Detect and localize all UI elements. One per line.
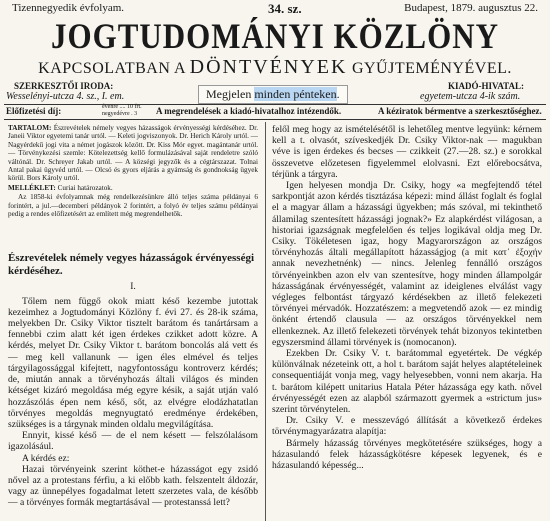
newspaper-subtitle: [0, 56, 550, 79]
publication-schedule: [198, 85, 348, 104]
price-quarterly: negyedévre . 3: [102, 111, 138, 117]
publication-pre: Megjelen: [206, 87, 255, 101]
rule-top: [4, 104, 546, 105]
back-issues-note: Az 1858-ki évfolyamnak még rendelkezésünkre álló teljes száma példányai 6 forintért, a jul.—decemberi példányok 2 forintért, a folyó év teljes számu példányai pedig a rendes előfizetésért az említett még megrendelhetők.: [8, 193, 258, 219]
editor-office-label: SZERKESZTŐI IRODA:: [14, 81, 114, 91]
issue-number: 34. sz.: [268, 1, 302, 16]
left-paragraph-2: Ennyit, kissé késő — de el nem késett — felszólalásom igazolásául.: [8, 430, 258, 453]
right-paragraph-5: Bármely házasság törvényes megkötetésére szükséges, hogy a házasulandó felek házasságkötésre képesek legyenek, és e házasulandó képesség...: [272, 437, 542, 472]
article-section-number: I.: [130, 281, 136, 293]
subtitle-big: DÖNTVÉNYEK: [189, 56, 348, 78]
subtitle-post: GYŰJTEMÉNYÉVEL.: [347, 60, 512, 77]
publication-post: .: [336, 87, 340, 101]
toc-lead: TARTALOM:: [8, 124, 52, 132]
volume-label: Tizennegyedik évfolyam.: [12, 2, 125, 14]
publisher-office-label: KIADÓ-HIVATAL:: [448, 81, 525, 91]
toc-text: Észrevételek némely vegyes házasságok érvényességi kérdéséhez. Dr. Janeii Viktor egyetemi tanár urtól. — Keleti jogviszonyok. Dr. Herich Károly urtól. — Nagyérdekű jogi vita a német jogászok között. Dr. Kiss Mór egyet. magántanár urtól. — Törvénykezési szemle: Kötelezettség kellő formulázásával saját rendeletre szóló váltónál. Dr. Schreyer Jakab urtól. — A községi jegyzők és a cégtárszazat. Tolnai Antal pakai ügyvéd urtól. — Olcsó és gyors eljárás a gyámság és gondnokság ügyek körül. Bors Károly urtól.: [8, 124, 258, 183]
left-column: [8, 124, 258, 509]
right-paragraph-3: Ezekben Dr. Csiky V. t. barátommal egyetértek. De végkép különválnak nézeteink ott, a hol t. barátom saját helyes alaptételeinek consequentiáját vonja meg, vagy helyesebben, vonni nem akarja. Ha t. barátom kilépett unitarius Hatala Péter házassága egy kath. nővel érvényességét ezen az alapból származott gyermek a «strictum jus» szerint törvénytelen.: [272, 348, 542, 416]
subtitle-pre: KAPCSOLATBAN A: [38, 60, 190, 77]
supplement-lead: MELLÉKLET:: [8, 183, 56, 192]
left-paragraph-3: A kérdés ez:: [22, 452, 70, 464]
right-paragraph-2: Igen helyesen mondja Dr. Csiky, hogy «a megfejtendő tétel sarkpontját azon kérdés tisztázása képezi: mind állást foglalt és foglal el a magyar állam a házassági ügyekben; más szóval, mi tekinthető államilag szentesített házassági jognak?» Ez alapkérdést világosan, a historiai igazságnak megfelelően és teljes logikával oldja meg Dr. Csiky. Tökéletesen igaz, hogy Magyarországon az országos törvényhozás általi megállapított házasságjog (a mit κατ᾽ ἐξοχήν annak nevezhetnénk) — nincs. Jelenleg fennálló országos törvényeinkben azon elv van szentesítve, hogy minden állampolgár házasságának érvényességét, valamint az ideiglenes elválást vagy végleges felbontást tárgyazó kérdésekben az illető felekezeti törvényei mérvadók. Hozzatészem: a megvetendő azok — ez mindig önként értendő clausula — az országos törvényekkel nem ellenkeznek. Az illető felekezeti törvények tehát bizonyos tekintetben egyszersmind állami törvények is (nomocanon).: [272, 180, 542, 348]
editor-office-address: Wesselényi-utcza 4. sz., I. em.: [6, 91, 125, 102]
price-yearly: évenre .... 10 frt.: [102, 104, 142, 110]
right-paragraph-1: felől meg hogy az ismételésétől is lehetőleg mentve legyünk: kérnem kell a t. olvasót, szíveskedjék Dr. Csiky Viktor-nak — magukban véve is igen érdekes és becses — czikkeit (27.—28. sz.) e sorokkal összevetve előzetesen figyelemmel elolvasni. Ezt előrebocsátva, térjünk a tárgyra.: [272, 124, 542, 180]
publication-highlight: minden pénteken: [254, 87, 337, 101]
manuscripts-note: A kéziratok bérmentve a szerkesztőséghez.: [378, 106, 542, 116]
column-divider: [265, 122, 266, 521]
article-title: Észrevételek némely vegyes házasságok érvényességi kérdéséhez.: [8, 252, 255, 278]
orders-note: A megrendelések a kiadó-hivatalhoz intézendők.: [156, 106, 342, 116]
table-of-contents: [8, 124, 258, 218]
masthead-top-line: [0, 2, 550, 16]
left-paragraph-1: Tőlem nem függő okok miatt késő kezembe jutottak kezeimhez a Jogtudományi Közlöny f. évi 27. és 28-ik száma, melyekben Dr. Csiky Viktor tisztelt barátom és tanártársam a fennebbi czim alatt két igen érdekes czikket adott közre. A kérdés, melyet Dr. Csiky Viktor t. barátom boncolás alá vett és — meg kell vallanunk — igen éles elmével és teljes tárgyilagossággal kifejtett, nagyfontosságu kontroverz kérdés; de, miután annak a törvényhozás általi világos és minden kétséget kizáró megoldása még egyre késik, a saját utján való hozzászólás épen nem késő, sőt, az elvégre elodázhatatlan törvényes megoldás megnyugtató eredménye érdekében, szükséges is a tárgynak minden oldalu megvilágítása.: [8, 295, 258, 430]
supplement-text: Curiai határozatok.: [55, 183, 113, 192]
right-paragraph-4: Dr. Csiky V. e messzevágó állítását a következő érdekes törvénymagyarázatra alapítja:: [272, 415, 542, 438]
rule-bottom: [4, 119, 546, 120]
subscription-label: Előfizetési díj:: [6, 106, 62, 116]
publisher-office-address: egyetem-utcza 4-ik szám.: [420, 91, 521, 102]
newspaper-title: JOGTUDOMÁNYI KÖZLÖNY: [51, 16, 499, 57]
issue-date: Budapest, 1879. augusztus 22.: [404, 2, 538, 14]
subscription-prices: [102, 104, 142, 118]
right-column: [272, 124, 542, 471]
left-paragraph-4: Hazai törvényeink szerint köthet-e házasságot egy zsidó nővel az a protestans férfiu, a ki előbb kath. felszentelt áldozár, vagy az ünnepélyes fogadalmat letett szerzetes vala, de később — a törvényes formák megtartásával — protestanssá lett?: [8, 463, 258, 509]
